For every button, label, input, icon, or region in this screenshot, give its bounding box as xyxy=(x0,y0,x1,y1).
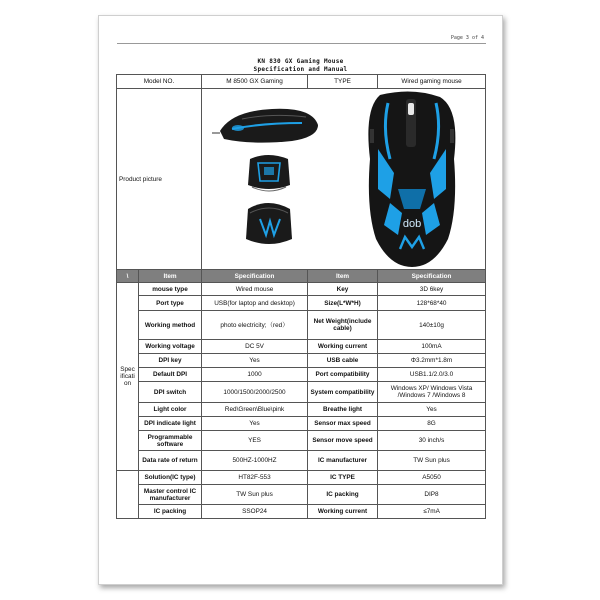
spec-item-2: Working current xyxy=(308,505,378,519)
spec-item-2: USB cable xyxy=(308,354,378,368)
spec-item-2: System compatibility xyxy=(308,382,378,403)
spec-item: Light color xyxy=(139,403,202,417)
mouse-front-view xyxy=(246,203,292,244)
spec-item-2: Net Weight(include cable) xyxy=(308,311,378,340)
header-rule xyxy=(117,43,486,44)
spec-value-2: TW Sun plus xyxy=(378,451,486,471)
spec-item-2: Size(L*W*H) xyxy=(308,296,378,311)
spec-value-2: Windows XP/ Windows Vista /Windows 7 /Windows 8 xyxy=(378,382,486,403)
type-value: Wired gaming mouse xyxy=(378,75,486,89)
spec-value: USB(for laptop and desktop) xyxy=(202,296,308,311)
table-row xyxy=(117,340,486,354)
product-picture xyxy=(202,89,484,269)
table-row xyxy=(117,296,486,311)
spec-value-2: Yes xyxy=(378,403,486,417)
spec-item: Default DPI xyxy=(139,368,202,382)
spec-value: YES xyxy=(202,431,308,451)
table-row xyxy=(117,283,486,296)
spec-value: DC 5V xyxy=(202,340,308,354)
table-row xyxy=(117,311,486,340)
table-row xyxy=(117,485,486,505)
spec-value: Yes xyxy=(202,417,308,431)
document-subtitle: Specification and Manual xyxy=(253,66,348,73)
table-row xyxy=(117,403,486,417)
spec-header-row xyxy=(117,270,486,283)
spec-value: Red\Green\Blue\pink xyxy=(202,403,308,417)
table-row xyxy=(117,451,486,471)
spec-item-2: IC manufacturer xyxy=(308,451,378,471)
table-row xyxy=(117,417,486,431)
spec-item: Master control IC manufacturer xyxy=(139,485,202,505)
spec-value: HT82F-553 xyxy=(202,471,308,485)
page-number: Page 3 of 4 xyxy=(450,35,484,41)
mouse-side-view xyxy=(212,109,318,143)
spec-item: Port type xyxy=(139,296,202,311)
mouse-logo-text: dob xyxy=(402,218,422,230)
table-row xyxy=(117,368,486,382)
table-row xyxy=(117,505,486,519)
table-row xyxy=(117,471,486,485)
spec-item-2: Port compatibility xyxy=(308,368,378,382)
table-row xyxy=(117,382,486,403)
spec-value-2: A5050 xyxy=(378,471,486,485)
picture-label: Product picture xyxy=(117,89,202,270)
spec-item: DPI indicate light xyxy=(139,417,202,431)
spec-value-2: 3D 6key xyxy=(378,283,486,296)
header-item: Item xyxy=(139,270,202,283)
spec-value-2: 100mA xyxy=(378,340,486,354)
table-row xyxy=(117,431,486,451)
spec-value: Wired mouse xyxy=(202,283,308,296)
spec-item-2: Breathe light xyxy=(308,403,378,417)
spec-item-2: Sensor max speed xyxy=(308,417,378,431)
spec-item: Programmable software xyxy=(139,431,202,451)
spec-item: Working voltage xyxy=(139,340,202,354)
spec-item: Solution(IC type) xyxy=(139,471,202,485)
product-picture-cell xyxy=(202,89,486,270)
spec-item-2: Key xyxy=(308,283,378,296)
empty-side-cell xyxy=(117,471,139,519)
spec-value-2: 128*68*40 xyxy=(378,296,486,311)
spec-value: 500HZ-1000HZ xyxy=(202,451,308,471)
picture-row xyxy=(117,89,486,270)
spec-value-2: USB1.1/2.0/3.0 xyxy=(378,368,486,382)
spec-value-2: 8G xyxy=(378,417,486,431)
type-label: TYPE xyxy=(308,75,378,89)
mouse-illustration xyxy=(202,89,484,269)
spec-table xyxy=(116,74,486,519)
header-spec-2: Specification xyxy=(378,270,486,283)
mouse-rear-view xyxy=(248,155,290,191)
spec-value: Yes xyxy=(202,354,308,368)
spec-value: TW Sun plus xyxy=(202,485,308,505)
spec-value: photo electricity;（red） xyxy=(202,311,308,340)
spec-item-2: Sensor move speed xyxy=(308,431,378,451)
model-label: Model NO. xyxy=(117,75,202,89)
spec-item-2: Working current xyxy=(308,340,378,354)
header-item-2: Item xyxy=(308,270,378,283)
header-corner: \ xyxy=(117,270,139,283)
spec-item-2: IC packing xyxy=(308,485,378,505)
spec-value: SSOP24 xyxy=(202,505,308,519)
spec-item: Data rate of return xyxy=(139,451,202,471)
spec-value-2: 140±10g xyxy=(378,311,486,340)
spec-value: 1000/1500/2000/2500 xyxy=(202,382,308,403)
spec-item: DPI key xyxy=(139,354,202,368)
document-page xyxy=(98,15,503,585)
spec-item-2: IC TYPE xyxy=(308,471,378,485)
spec-item: IC packing xyxy=(139,505,202,519)
spec-value: 1000 xyxy=(202,368,308,382)
spec-value-2: Φ3.2mm*1.8m xyxy=(378,354,486,368)
spec-value-2: DIP8 xyxy=(378,485,486,505)
mouse-top-view xyxy=(368,91,455,267)
model-value: M 8500 GX Gaming xyxy=(202,75,308,89)
spec-side-label: Spec ificati on xyxy=(117,283,139,471)
model-row xyxy=(117,75,486,89)
spec-item: Working method xyxy=(139,311,202,340)
spec-item: mouse type xyxy=(139,283,202,296)
spec-value-2: 30 inch/s xyxy=(378,431,486,451)
spec-value-2: ≤7mA xyxy=(378,505,486,519)
table-row xyxy=(117,354,486,368)
header-spec: Specification xyxy=(202,270,308,283)
document-title: KN 830 GX Gaming Mouse xyxy=(257,58,344,65)
spec-item: DPI switch xyxy=(139,382,202,403)
